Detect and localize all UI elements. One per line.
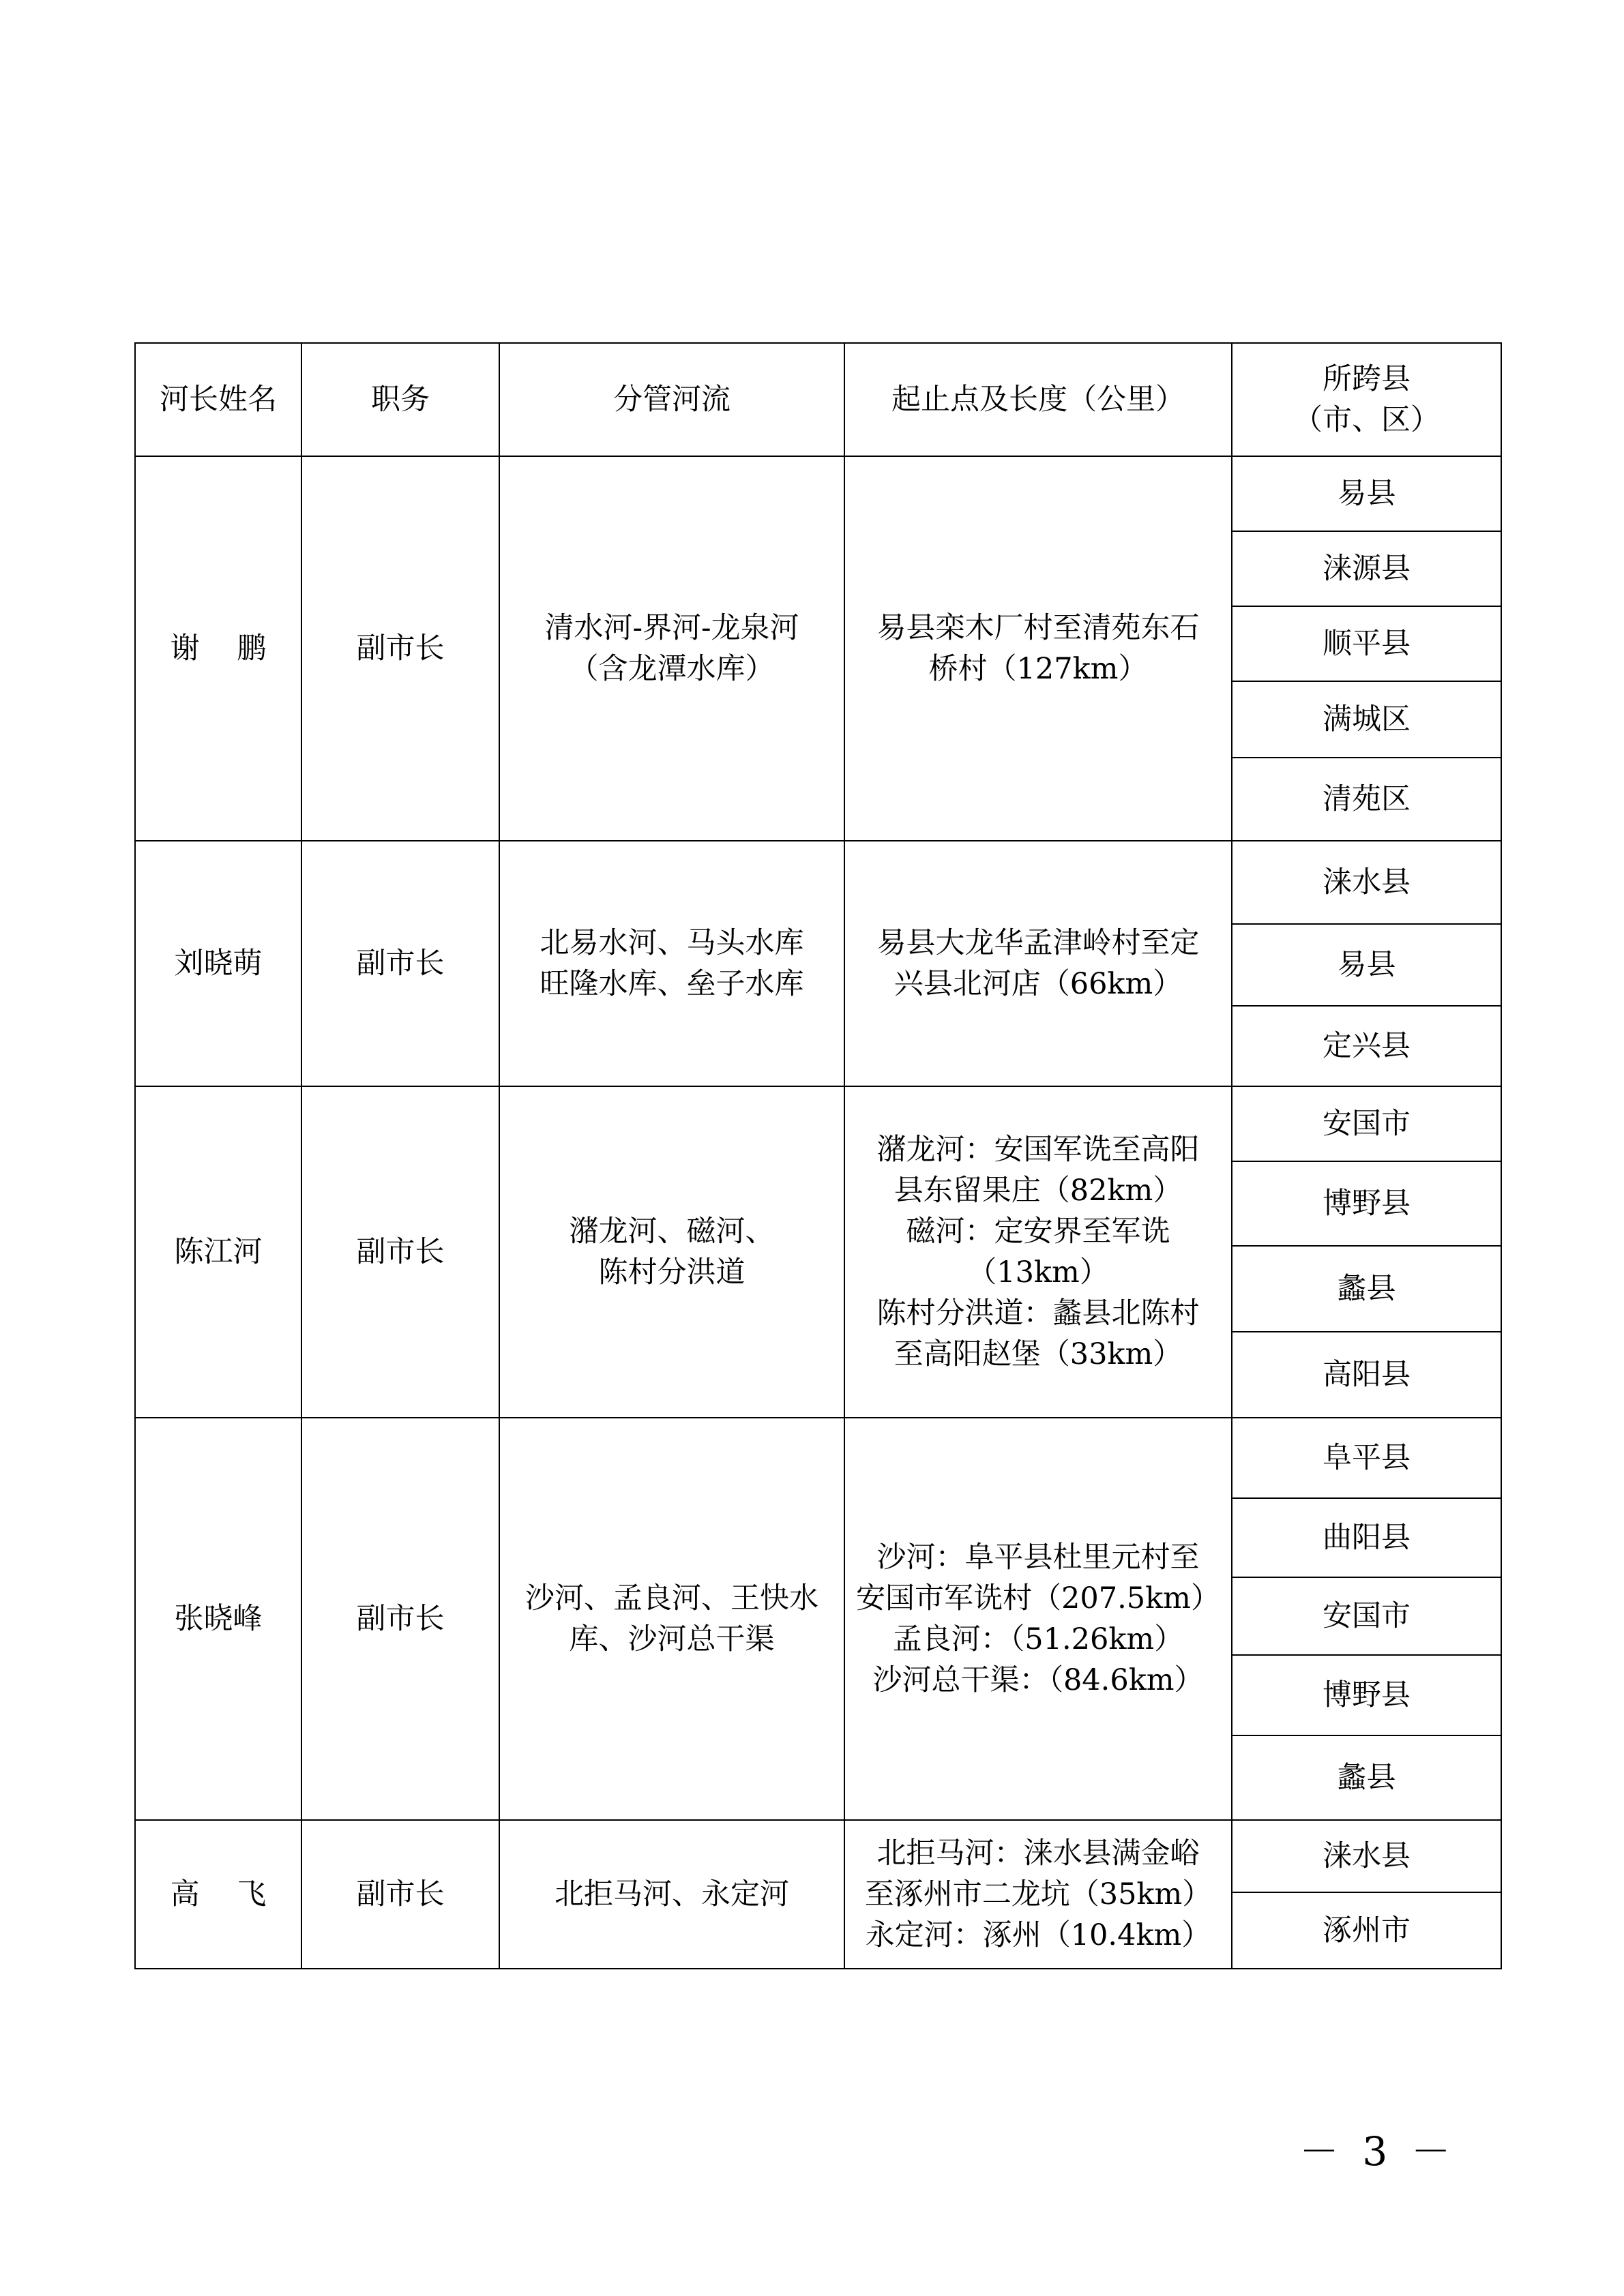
county-cell: 博野县 bbox=[1232, 1161, 1501, 1246]
managed-rivers: 潴龙河、磁河、 陈村分洪道 bbox=[499, 1086, 844, 1418]
river-extent: 沙河：阜平县杜里元村至 安国市军诜村（207.5km） 孟良河：（51.26km） 沙河总干渠：（84.6km） bbox=[844, 1418, 1232, 1820]
chief-name: 陈江河 bbox=[135, 1086, 301, 1418]
river-extent: 潴龙河：安国军诜至高阳 县东留果庄（82km） 磁河：定安界至军诜 （13km） 陈村分洪道：蠡县北陈村 至高阳赵堡（33km） bbox=[844, 1086, 1232, 1418]
managed-rivers: 沙河、孟良河、王快水 库、沙河总干渠 bbox=[499, 1418, 844, 1820]
managed-rivers: 北拒马河、永定河 bbox=[499, 1820, 844, 1969]
table-row bbox=[135, 841, 1501, 924]
county-cell: 定兴县 bbox=[1232, 1006, 1501, 1086]
river-extent: 易县大龙华孟津岭村至定 兴县北河店（66km） bbox=[844, 841, 1232, 1086]
county-cell: 易县 bbox=[1232, 924, 1501, 1006]
managed-rivers: 清水河-界河-龙泉河 （含龙潭水库） bbox=[499, 456, 844, 841]
header-row bbox=[135, 343, 1501, 456]
header-position: 职务 bbox=[301, 343, 499, 456]
table-row bbox=[135, 456, 1501, 531]
county-cell: 满城区 bbox=[1232, 681, 1501, 758]
county-cell: 安国市 bbox=[1232, 1086, 1501, 1161]
chief-position: 副市长 bbox=[301, 1418, 499, 1820]
header-counties: 所跨县 （市、区） bbox=[1232, 343, 1501, 456]
table-row bbox=[135, 1086, 1501, 1161]
header-name: 河长姓名 bbox=[135, 343, 301, 456]
header-rivers: 分管河流 bbox=[499, 343, 844, 456]
page-number: － 3 － bbox=[1299, 2128, 1456, 2175]
chief-position: 副市长 bbox=[301, 456, 499, 841]
table-row bbox=[135, 1820, 1501, 1892]
county-cell: 曲阳县 bbox=[1232, 1498, 1501, 1577]
county-cell: 清苑区 bbox=[1232, 758, 1501, 841]
table-row bbox=[135, 1418, 1501, 1498]
county-cell: 涞源县 bbox=[1232, 531, 1501, 606]
managed-rivers: 北易水河、马头水库 旺隆水库、垒子水库 bbox=[499, 841, 844, 1086]
county-cell: 涞水县 bbox=[1232, 841, 1501, 924]
chief-position: 副市长 bbox=[301, 1086, 499, 1418]
chief-name: 刘晓萌 bbox=[135, 841, 301, 1086]
chief-position: 副市长 bbox=[301, 1820, 499, 1969]
county-cell: 安国市 bbox=[1232, 1577, 1501, 1655]
river-extent: 易县栾木厂村至清苑东石 桥村（127km） bbox=[844, 456, 1232, 841]
chief-position: 副市长 bbox=[301, 841, 499, 1086]
header-extent: 起止点及长度（公里） bbox=[844, 343, 1232, 456]
county-cell: 顺平县 bbox=[1232, 606, 1501, 681]
county-cell: 涞水县 bbox=[1232, 1820, 1501, 1892]
county-cell: 阜平县 bbox=[1232, 1418, 1501, 1498]
county-cell: 高阳县 bbox=[1232, 1332, 1501, 1418]
county-cell: 涿州市 bbox=[1232, 1892, 1501, 1969]
river-extent: 北拒马河：涞水县满金峪 至涿州市二龙坑（35km） 永定河：涿州（10.4km） bbox=[844, 1820, 1232, 1969]
county-cell: 蠡县 bbox=[1232, 1735, 1501, 1820]
county-cell: 易县 bbox=[1232, 456, 1501, 531]
chief-name: 张晓峰 bbox=[135, 1418, 301, 1820]
chief-name: 高 飞 bbox=[135, 1820, 301, 1969]
county-cell: 蠡县 bbox=[1232, 1246, 1501, 1332]
county-cell: 博野县 bbox=[1232, 1655, 1501, 1735]
river-chief-table bbox=[134, 342, 1502, 1969]
chief-name: 谢 鹏 bbox=[135, 456, 301, 841]
